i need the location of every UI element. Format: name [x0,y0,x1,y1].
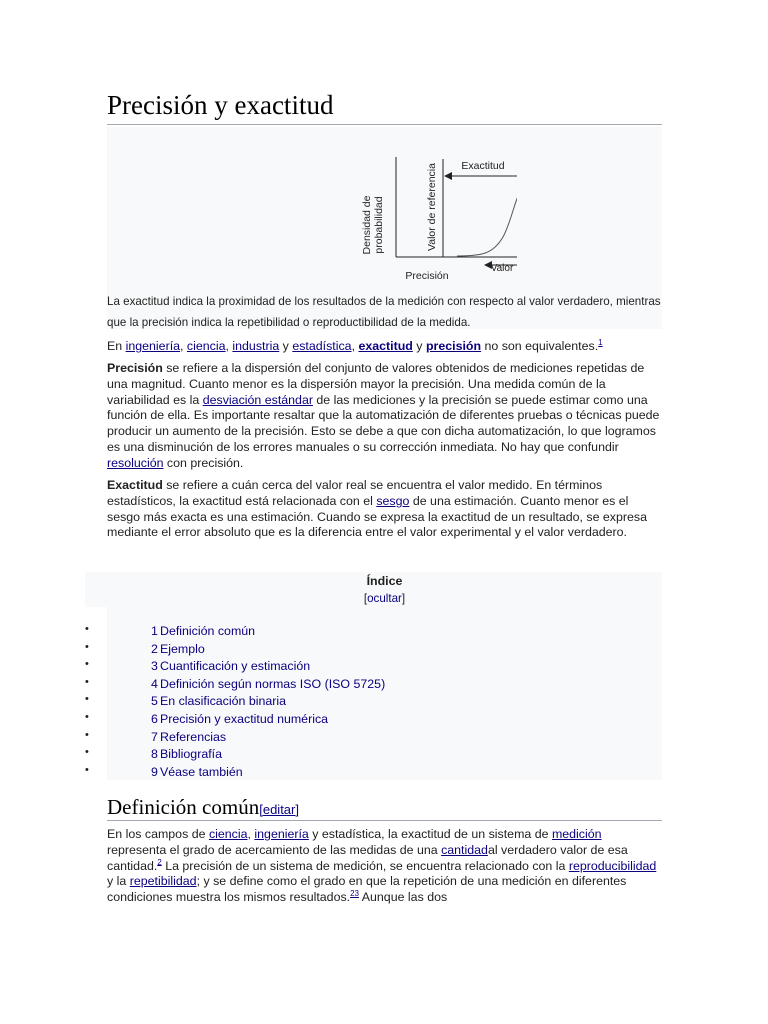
toc-hide-link[interactable]: ocultar [367,592,402,605]
intro-paragraph-2: Precisión se refiere a la dispersión del conjunto de valores obtenidos de mediciones repetidas de una magnitud. Cuanto menor es la dispersión mayor la precisión. Una medida común de la variabilidad es la desviación estándar de las mediciones y la precisión se puede estimar como una función de ella. Es importante resaltar que la automatización de diferentes pruebas o técnicas puede producir un aumento de la precisión. Esto se debe a que con dicha automatización, lo que logramos es una disminución de los errores manuales o su corrección inmediata. No hay que confundir resolución con precisión. [107,361,660,470]
distribution-curve [457,186,517,256]
link-cantidad[interactable]: cantidad [441,842,488,857]
exactitud-label: Exactitud [461,160,505,172]
link-ingenieria-2[interactable]: ingeniería [254,827,309,841]
title-divider [107,124,662,125]
section1-paragraph: En los campos de ciencia, ingeniería y estadística, la exactitud de un sistema de medición representa el grado de acercamiento de las medidas de una cantidadal verdadero valor de esa cantidad.$^2$ La precisión de un sistema de medición, se encuentra relacionado con la reproducibilidad y la repetibilidad; y se define como el grado en que la repetición de una medición en diferentes condiciones muestra los mismos resultados.$^{23}$ Aunque las dos [107,827,657,905]
link-ciencia[interactable]: ciencia [186,339,226,353]
link-repetibilidad[interactable]: repetibilidad [129,874,197,889]
ylabel-line2: probabilidad [373,196,385,254]
figure-box [107,127,662,329]
link-ciencia-2[interactable]: ciencia [208,827,248,841]
ylabel-line1: Densidad de [361,195,373,255]
toc-header [85,572,662,607]
link-ingenieria[interactable]: ingeniería [125,339,181,353]
link-reproducibilidad[interactable]: reproducibilidad [568,858,657,873]
link-industria[interactable]: industria [232,339,280,353]
reference-label: Valor de referencia [426,163,438,251]
accuracy-precision-diagram [257,137,517,287]
reference-link-1[interactable]: 1 [598,337,603,347]
link-sesgo[interactable]: sesgo [376,493,410,508]
valor-label: Valor [490,263,514,274]
precision-label: Precisión [405,270,449,282]
section-divider [107,820,662,821]
link-resolucion[interactable]: resolución [107,455,164,470]
intro-paragraph-1: En ingeniería, ciencia, industria y estadística, exactitud y precisión no son equivalentes.$^1$ [107,337,603,353]
section-title-definicion-comun: Definición común[editar] [107,795,299,819]
reference-link-23[interactable]: 23 [350,889,359,899]
link-exactitud[interactable]: exactitud [358,339,413,353]
link-desviacion-estandar[interactable]: desviación estándar [202,392,313,407]
edit-link[interactable]: editar [262,802,296,817]
toc-title: Índice [366,574,403,588]
figure-caption: La exactitud indica la proximidad de los resultados de la medición con respecto al valor verdadero, mientras que la precisión indica la repetibilidad o reproductibilidad de la medida. [107,295,661,329]
link-estadistica[interactable]: estadística [292,339,352,353]
link-precision[interactable]: precisión [425,339,482,353]
reference-link-2[interactable]: 2 [157,857,162,867]
page-title: Precisión y exactitud [107,90,334,120]
toc-toggle: [ocultar] [363,592,406,605]
link-medicion[interactable]: medición [551,827,602,841]
intro-paragraph-3: Exactitud se refiere a cuán cerca del valor real se encuentra el valor medido. En términos estadísticos, la exactitud está relacionada con el sesgo de una estimación. Cuanto menor es el sesgo más exacta es una estimación. Cuando se expresa la exactitud de un resultado, se expresa mediante el error absoluto que es la diferencia entre el valor experimental y el valor verdadero. [107,478,647,540]
